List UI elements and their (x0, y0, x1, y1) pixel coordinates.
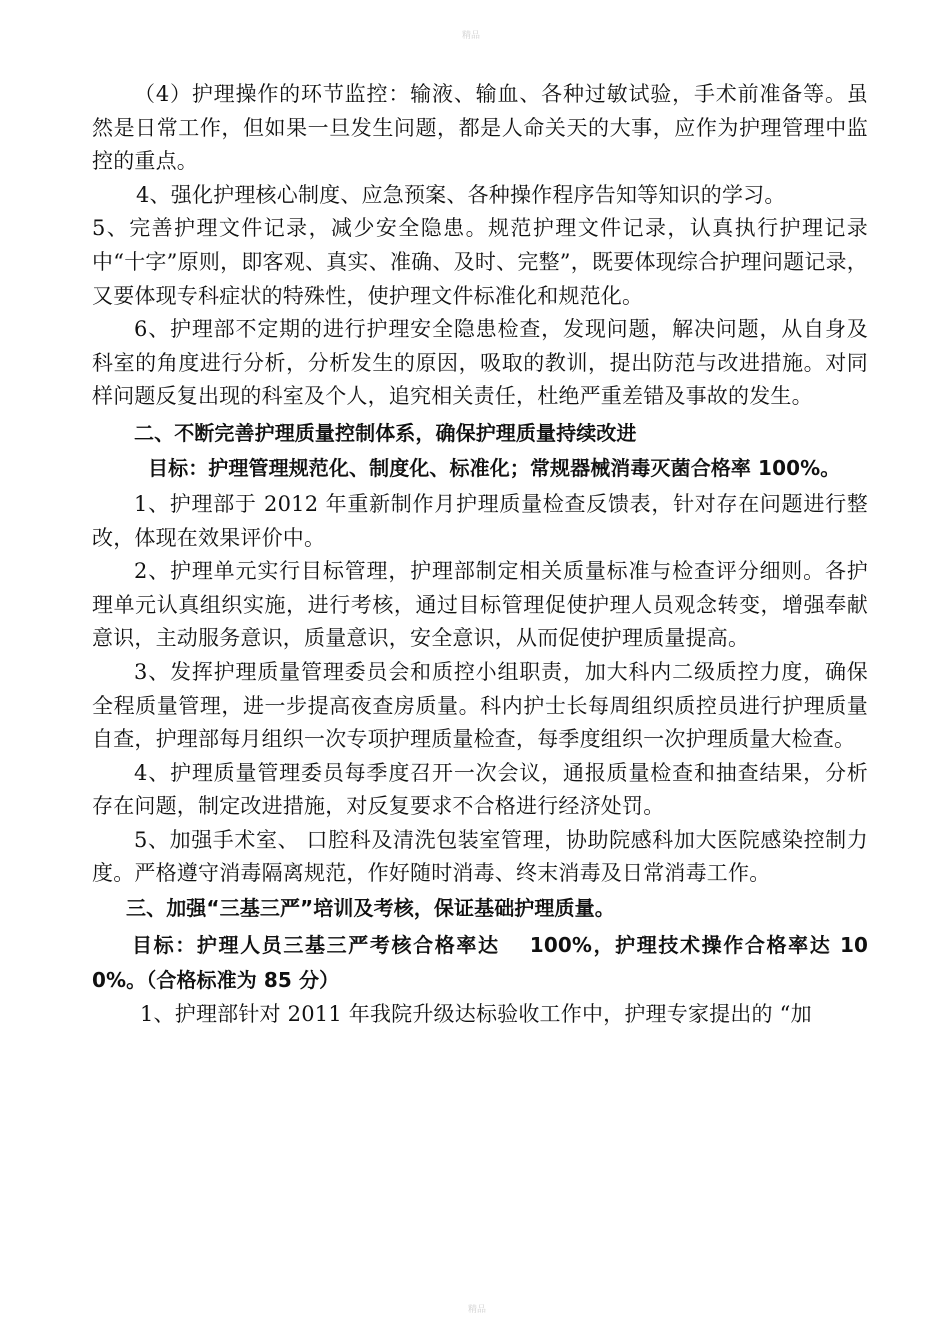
footer-watermark: 精品 (468, 1305, 487, 1315)
section-goal-quality-control: 目标：护理管理规范化、制度化、标准化；常规器械消毒灭菌合格率 100%。 (148, 455, 841, 480)
paragraph-target-management: 2、护理单元实行目标管理，护理部制定相关质量标准与检查评分细则。各护理单元认真组织实施，进行考核，通过目标管理促使护理人员观念转变，增强奉献意识，主动服务意识，质量意识，安全意识，从而促使护理质量提高。 (92, 559, 868, 651)
section-heading-basic-training: 三、加强“三基三严”培训及考核，保证基础护理质量。 (126, 896, 615, 921)
section-goal-basic-training: 目标：护理人员三基三严考核合格率达 100%，护理技术操作合格率达 100%。（合格标准为 85 分） (92, 933, 868, 993)
paragraph-nursing-records: 5、完善护理文件记录，减少安全隐患。规范护理文件记录，认真执行护理记录中“十字”原则，即客观、真实、准确、及时、完整”，既要体现综合护理问题记录，又要体现专科症状的特殊性，使护理文件标准化和规范化。 (92, 216, 868, 308)
paragraph-safety-inspection: 6、护理部不定期的进行护理安全隐患检查，发现问题，解决问题，从自身及科室的角度进行分析，分析发生的原因，吸取的教训，提出防范与改进措施。对同样问题反复出现的科室及个人，追究相关责任，杜绝严重差错及事故的发生。 (92, 317, 868, 409)
paragraph-expert-feedback: 1、护理部针对 2011 年我院升级达标验收工作中，护理专家提出的 “加 (140, 1002, 812, 1027)
paragraph-core-system-learning: 4、强化护理核心制度、应急预案、各种操作程序告知等知识的学习。 (136, 182, 786, 207)
paragraph-quarterly-meeting: 4、护理质量管理委员每季度召开一次会议，通报质量检查和抽查结果，分析存在问题，制定改进措施，对反复要求不合格进行经济处罚。 (92, 760, 868, 819)
document-page (92, 78, 868, 1032)
header-watermark: 精品 (462, 31, 481, 41)
paragraph-infection-control: 5、加强手术室、 口腔科及清洗包装室管理，协助院感科加大医院感染控制力度。严格遵守消毒隔离规范，作好随时消毒、终末消毒及日常消毒工作。 (92, 827, 868, 886)
section-heading-quality-control: 二、不断完善护理质量控制体系，确保护理质量持续改进 (134, 420, 637, 445)
paragraph-feedback-form: 1、护理部于 2012 年重新制作月护理质量检查反馈表，针对存在问题进行整改，体现在效果评价中。 (92, 491, 868, 550)
paragraph-nursing-operation-monitoring: （4）护理操作的环节监控：输液、输血、各种过敏试验，手术前准备等。虽然是日常工作，但如果一旦发生问题，都是人命关天的大事，应作为护理管理中监控的重点。 (92, 82, 868, 174)
paragraph-quality-committee: 3、发挥护理质量管理委员会和质控小组职责，加大科内二级质控力度，确保全程质量管理，进一步提高夜查房质量。科内护士长每周组织质控员进行护理质量自查，护理部每月组织一次专项护理质量检查，每季度组织一次护理质量大检查。 (92, 659, 868, 752)
